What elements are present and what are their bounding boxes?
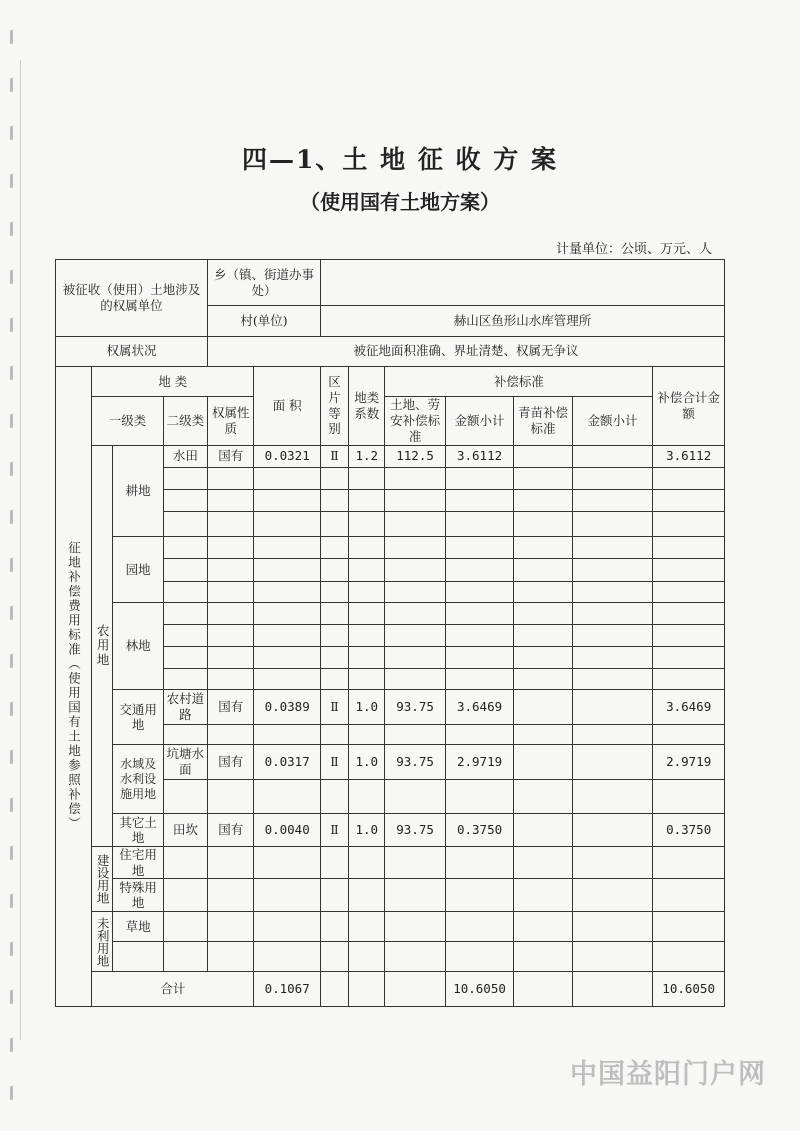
group-construction: 建设用地 xyxy=(92,846,113,911)
row-nongcun-own: 国有 xyxy=(208,690,254,724)
row-shuitian-coef: 1.2 xyxy=(349,445,385,467)
document-subtitle: （使用国有土地方案） xyxy=(300,190,500,214)
owner-label: 被征收（使用）土地涉及的权属单位 xyxy=(56,260,208,337)
row-shuitian-zone: Ⅱ xyxy=(320,445,348,467)
village-label: 村(单位) xyxy=(208,306,321,336)
cat-shuiyu: 水域及水利设施用地 xyxy=(113,744,163,814)
group-agri: 农用地 xyxy=(92,445,113,846)
cat-jiaotong: 交通用地 xyxy=(113,690,163,744)
cat-teshu: 特殊用地 xyxy=(113,879,163,912)
row-nongcun-coef: 1.0 xyxy=(349,690,385,724)
row-tiankan-zone: Ⅱ xyxy=(320,814,348,847)
row-nongcun-zone: Ⅱ xyxy=(320,690,348,724)
row-kengtang-std: 93.75 xyxy=(385,744,445,779)
land-acquisition-table xyxy=(55,259,725,1007)
row-nongcun-total: 3.6469 xyxy=(653,690,725,724)
row-nongcun-l2: 农村道路 xyxy=(163,690,207,724)
col-ownership: 权属性质 xyxy=(208,397,254,445)
row-shuitian-std: 112.5 xyxy=(385,445,445,467)
row-tiankan-l2: 田坎 xyxy=(163,814,207,847)
col-crop-amount: 金额小计 xyxy=(572,397,653,445)
row-shuitian-area: 0.0321 xyxy=(254,445,321,467)
sum-amt: 10.6050 xyxy=(445,972,514,1007)
col-zone: 区片等别 xyxy=(320,366,348,445)
village-value: 赫山区鱼形山水库管理所 xyxy=(320,306,724,336)
sum-area: 0.1067 xyxy=(254,972,321,1007)
row-tiankan-coef: 1.0 xyxy=(349,814,385,847)
row-kengtang-area: 0.0317 xyxy=(254,744,321,779)
cat-caodi: 草地 xyxy=(113,911,163,941)
row-nongcun-std: 93.75 xyxy=(385,690,445,724)
row-shuitian-l2: 水田 xyxy=(163,445,207,467)
col-comp-std: 补偿标准 xyxy=(385,366,653,396)
sum-label: 合计 xyxy=(92,972,254,1007)
col-level1: 一级类 xyxy=(92,397,164,445)
row-tiankan-std: 93.75 xyxy=(385,814,445,847)
col-area: 面 积 xyxy=(254,366,321,445)
row-tiankan-own: 国有 xyxy=(208,814,254,847)
status-value: 被征地面积准确、界址清楚、权属无争议 xyxy=(208,336,725,366)
township-label: 乡（镇、街道办事处） xyxy=(208,260,321,306)
row-kengtang-l2: 坑塘水面 xyxy=(163,744,207,779)
status-label: 权属状况 xyxy=(56,336,208,366)
col-total: 补偿合计金额 xyxy=(653,366,725,445)
row-kengtang-coef: 1.0 xyxy=(349,744,385,779)
row-tiankan-total: 0.3750 xyxy=(653,814,725,847)
document-title: 四—1、土 地 征 收 方 案 xyxy=(242,145,558,174)
section-label: 征地补偿费用标准（使用国有土地参照补偿） xyxy=(56,366,92,1006)
sum-total: 10.6050 xyxy=(653,972,725,1007)
cat-lindi: 林地 xyxy=(113,602,163,690)
row-kengtang-zone: Ⅱ xyxy=(320,744,348,779)
col-land-comp: 土地、劳安补偿标准 xyxy=(385,397,445,445)
row-shuitian-amt: 3.6112 xyxy=(445,445,514,467)
row-shuitian-total: 3.6112 xyxy=(653,445,725,467)
binding-holes xyxy=(4,20,18,1110)
col-land-type: 地 类 xyxy=(92,366,254,396)
cat-zhuzhai: 住宅用地 xyxy=(113,846,163,879)
row-shuitian-own: 国有 xyxy=(208,445,254,467)
cat-yuandi: 园地 xyxy=(113,537,163,603)
unit-label: 计量单位：公顷、万元、人 xyxy=(555,242,712,257)
col-coef: 地类系数 xyxy=(349,366,385,445)
row-kengtang-amt: 2.9719 xyxy=(445,744,514,779)
col-crop-comp: 青苗补偿标准 xyxy=(514,397,572,445)
col-amount: 金额小计 xyxy=(445,397,514,445)
cat-qita: 其它土地 xyxy=(113,814,163,847)
row-kengtang-total: 2.9719 xyxy=(653,744,725,779)
col-level2: 二级类 xyxy=(163,397,207,445)
row-kengtang-own: 国有 xyxy=(208,744,254,779)
row-nongcun-area: 0.0389 xyxy=(254,690,321,724)
watermark: 中国益阳门户网 xyxy=(570,1059,766,1090)
row-tiankan-area: 0.0040 xyxy=(254,814,321,847)
cat-gengdi: 耕地 xyxy=(113,445,163,537)
group-unused: 未利用地 xyxy=(92,911,113,972)
township-value xyxy=(320,260,724,306)
row-nongcun-amt: 3.6469 xyxy=(445,690,514,724)
row-tiankan-amt: 0.3750 xyxy=(445,814,514,847)
